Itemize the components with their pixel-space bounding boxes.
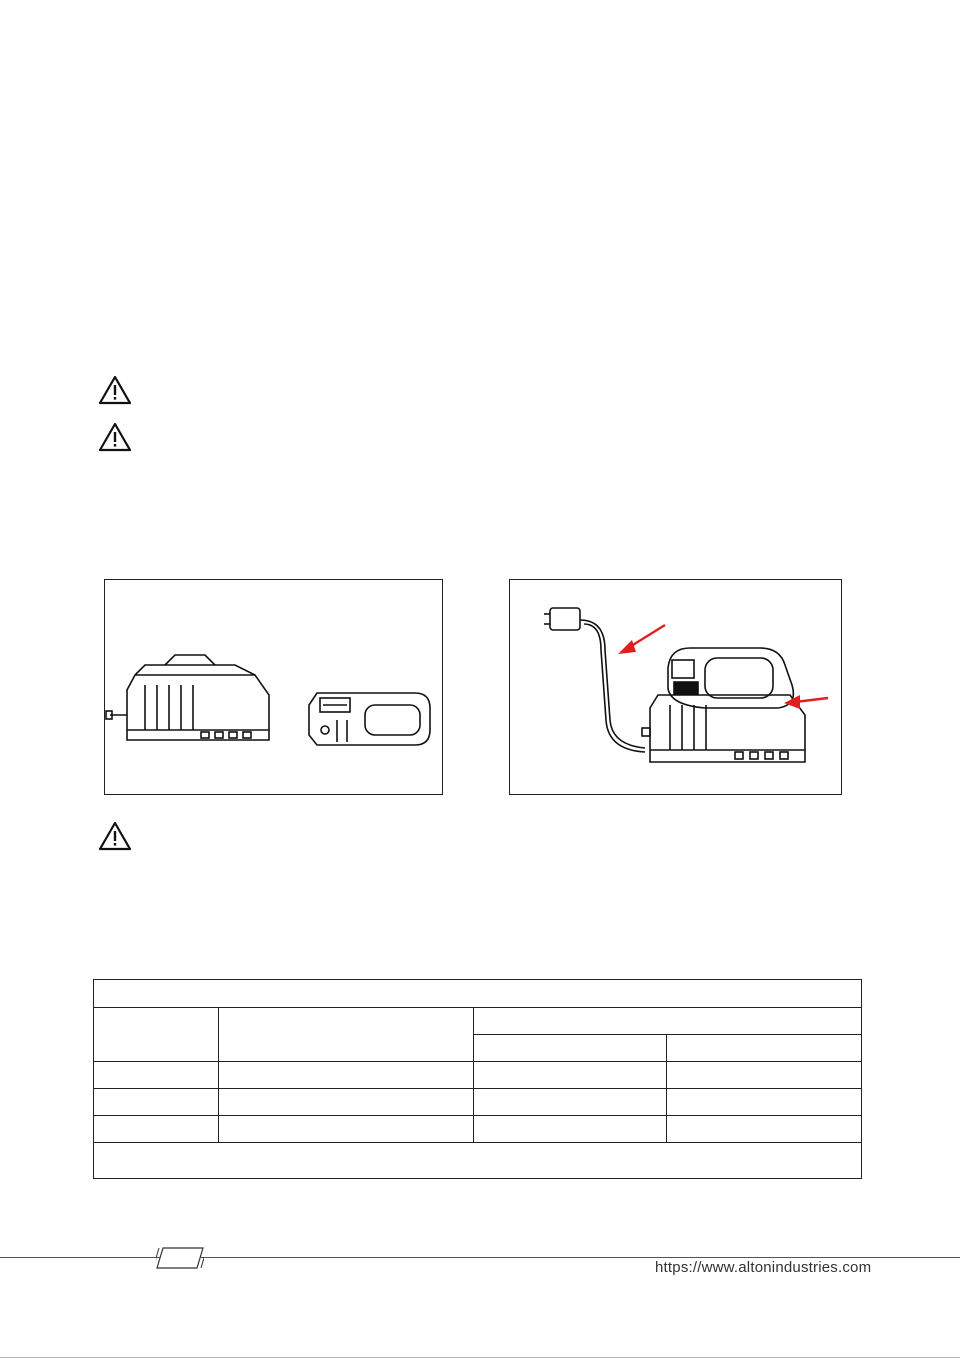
warning-triangle-icon bbox=[98, 422, 132, 452]
charging-time-table bbox=[93, 979, 862, 1179]
warning-triangle-icon bbox=[98, 821, 132, 851]
table-header-col1 bbox=[94, 1008, 219, 1062]
table-cell bbox=[94, 1062, 219, 1089]
table-cell bbox=[219, 1116, 474, 1143]
warning-triangle-icon bbox=[98, 375, 132, 405]
battery-on-charger-illustration bbox=[510, 580, 841, 794]
figure-charger-and-battery bbox=[104, 579, 443, 795]
table-note bbox=[94, 1143, 862, 1179]
red-arrow-icon bbox=[618, 625, 665, 654]
charger-illustration bbox=[106, 655, 269, 740]
table-header-col2 bbox=[219, 1008, 474, 1062]
table-cell bbox=[667, 1089, 862, 1116]
table-row bbox=[94, 1062, 862, 1089]
table-cell bbox=[474, 1116, 667, 1143]
table-header-group bbox=[474, 1008, 862, 1035]
battery-illustration bbox=[668, 648, 793, 708]
charger-battery-illustration bbox=[105, 580, 442, 794]
table-row bbox=[94, 1116, 862, 1143]
figure-battery-on-charger bbox=[509, 579, 842, 795]
bottom-divider bbox=[0, 1357, 960, 1358]
table-title-row bbox=[94, 980, 862, 1008]
table-title bbox=[94, 980, 862, 1008]
footer-divider bbox=[0, 1257, 960, 1258]
table-cell bbox=[474, 1062, 667, 1089]
table-cell bbox=[94, 1116, 219, 1143]
table-header-sub1 bbox=[474, 1035, 667, 1062]
table-cell bbox=[474, 1089, 667, 1116]
table-cell bbox=[667, 1062, 862, 1089]
footer-website-link[interactable]: https://www.altonindustries.com bbox=[655, 1259, 872, 1276]
table-header-sub2 bbox=[667, 1035, 862, 1062]
table-cell bbox=[219, 1089, 474, 1116]
table-header-row bbox=[94, 1008, 862, 1035]
page-number bbox=[163, 1250, 197, 1266]
table-note-row bbox=[94, 1143, 862, 1179]
table-cell bbox=[667, 1116, 862, 1143]
power-cord-illustration bbox=[544, 608, 645, 752]
charger-illustration bbox=[642, 695, 805, 762]
battery-illustration bbox=[309, 693, 430, 745]
table-cell bbox=[94, 1089, 219, 1116]
table-row bbox=[94, 1089, 862, 1116]
table-cell bbox=[219, 1062, 474, 1089]
